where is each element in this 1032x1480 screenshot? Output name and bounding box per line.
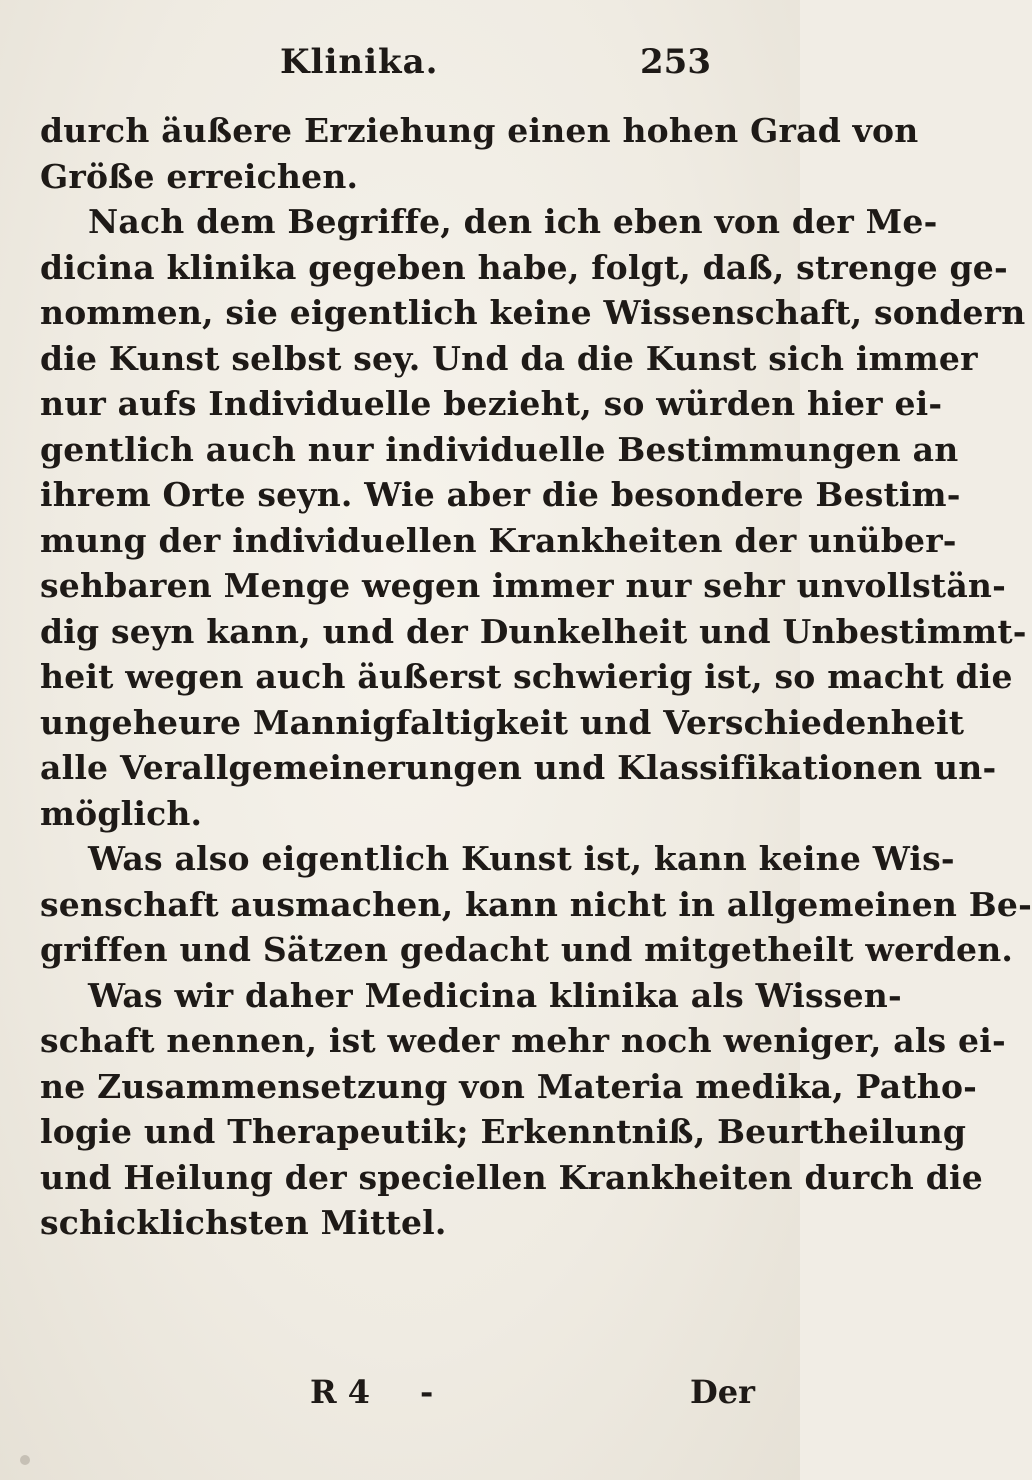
- text-line: durch äußere Erziehung einen hohen Grad von: [40, 111, 919, 150]
- text-line: ungeheure Mannigfaltigkeit und Verschiedenheit: [40, 702, 965, 742]
- text-line: und Heilung der speciellen Krankheiten durch die: [40, 1157, 983, 1197]
- text-line: mung der individuellen Krankheiten der unüber-: [40, 520, 957, 560]
- text-line: logie und Therapeutik; Erkenntniß, Beurtheilung: [40, 1112, 967, 1151]
- body-text: [40, 108, 1032, 1246]
- text-line: schicklichsten Mittel.: [40, 1203, 447, 1242]
- paragraph-start-line: Nach dem Begriffe, den ich eben von der Me-: [88, 202, 938, 241]
- text-line: nur aufs Individuelle bezieht, so würden hier ei-: [40, 384, 943, 423]
- page-number: 253: [640, 42, 711, 82]
- text-line: senschaft ausmachen, kann nicht in allgemeinen Be-: [40, 884, 1032, 924]
- text-line: schaft nennen, ist weder mehr noch weniger, als ei-: [40, 1021, 1006, 1060]
- paragraph-start-line: Was also eigentlich Kunst ist, kann keine Wis-: [88, 839, 955, 878]
- paragraph-start-line: Was wir daher Medicina klinika als Wissen-: [88, 975, 902, 1015]
- text-line: die Kunst selbst sey. Und da die Kunst sich immer: [40, 338, 978, 378]
- text-line: ne Zusammensetzung von Materia medika, Patho-: [40, 1066, 978, 1106]
- text-line: griffen und Sätzen gedacht und mitgetheilt werden.: [40, 930, 1014, 969]
- text-line: gentlich auch nur individuelle Bestimmungen an: [40, 429, 959, 469]
- running-head-title: Klinika.: [280, 42, 439, 82]
- page-footer: [0, 1365, 800, 1425]
- catchword: Der: [690, 1373, 755, 1411]
- text-line: dig seyn kann, und der Dunkelheit und Unbestimmt-: [40, 611, 1027, 651]
- text-line: heit wegen auch äußerst schwierig ist, so macht die: [40, 657, 1013, 696]
- text-line: ihrem Orte seyn. Wie aber die besondere Bestim-: [40, 475, 961, 514]
- text-line: möglich.: [40, 793, 203, 833]
- text-line: Größe erreichen.: [40, 156, 359, 196]
- signature-dash: -: [420, 1373, 434, 1411]
- text-line: sehbaren Menge wegen immer nur sehr unvollstän-: [40, 566, 1006, 605]
- text-line: dicina klinika gegeben habe, folgt, daß, strenge ge-: [40, 247, 1008, 287]
- paper-blemish: [20, 1455, 30, 1465]
- running-head: [0, 22, 800, 82]
- text-line: alle Verallgemeinerungen und Klassifikationen un-: [40, 748, 997, 787]
- signature-mark: R 4: [310, 1373, 370, 1411]
- text-line: nommen, sie eigentlich keine Wissenschaft, sondern: [40, 293, 1026, 332]
